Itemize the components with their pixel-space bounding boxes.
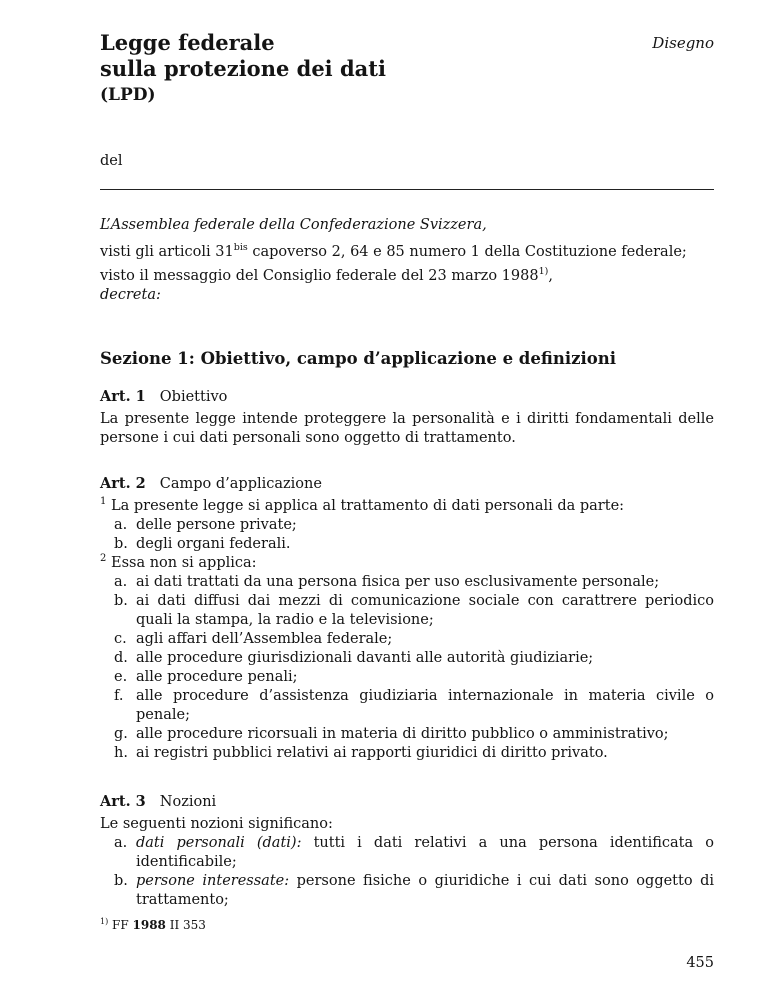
list-letter: c. (114, 631, 127, 647)
footnote-text-a: FF (108, 918, 133, 932)
list-text: ai registri pubblici relativi ai rapporti giuridici di diritto privato. (136, 745, 608, 761)
article-2-title: Campo d’applicazione (159, 476, 322, 492)
article-2-para1-list (100, 516, 714, 554)
preamble-line1-b: capoverso 2, 64 e 85 numero 1 della Costituzione federale; (247, 243, 687, 260)
list-text: ai dati trattati da una persona fisica per uso esclusivamente personale; (136, 574, 660, 590)
law-title-line1: Legge federale (100, 30, 275, 55)
article-2-heading (100, 474, 714, 494)
footnote-text-b: II 353 (165, 918, 206, 932)
list-item (100, 592, 714, 630)
para-number: 2 (100, 553, 107, 565)
preamble-decree: decreta: (100, 286, 161, 303)
list-letter: b. (114, 593, 128, 609)
article-2 (100, 474, 714, 763)
article-2-para1 (100, 497, 714, 516)
list-letter: f. (114, 688, 124, 704)
article-1-heading (100, 387, 714, 407)
list-letter: g. (114, 726, 128, 742)
article-3-heading (100, 792, 714, 812)
article-2-para1-text: La presente legge si applica al trattamento di dati personali da parte: (110, 498, 625, 514)
para-number: 1 (100, 496, 107, 508)
list-item (100, 872, 714, 910)
definition-term: dati personali (dati): (136, 835, 302, 851)
definition-term: persone interessate: (136, 873, 290, 889)
draft-label: Disegno (652, 34, 714, 52)
list-item (100, 630, 714, 649)
list-text: delle persone private; (136, 517, 297, 533)
list-item (100, 649, 714, 668)
list-item (100, 516, 714, 535)
list-letter: a. (114, 574, 128, 590)
list-letter: e. (114, 669, 128, 685)
preamble-line1-sup: bis (233, 242, 248, 253)
list-letter: d. (114, 650, 128, 666)
preamble-assembly: L’Assemblea federale della Confederazione Svizzera, (100, 217, 487, 233)
article-3-intro: Le seguenti nozioni significano: (100, 816, 333, 832)
header-divider (100, 189, 714, 190)
list-item (100, 834, 714, 872)
article-3-list (100, 834, 714, 910)
article-1-number: Art. 1 (100, 388, 146, 405)
law-title (100, 30, 714, 108)
article-2-para2-text: Essa non si applica: (110, 555, 257, 571)
preamble-line2-a: visto il messaggio del Consiglio federale del 23 marzo 1988 (100, 267, 539, 284)
definition-text: persone fisiche o giuridiche i cui dati sono oggetto di trattamento; (136, 873, 714, 908)
definition-text: tutti i dati relativi a una persona identificata o identificabile; (136, 835, 714, 870)
law-title-line2: sulla protezione dei dati (100, 56, 386, 81)
article-3-number: Art. 3 (100, 793, 146, 810)
section-heading: Sezione 1: Obiettivo, campo d’applicazione e definizioni (100, 349, 617, 368)
list-item (100, 725, 714, 744)
list-item (100, 573, 714, 592)
footnote (100, 917, 206, 932)
article-2-para2 (100, 554, 714, 573)
article-2-number: Art. 2 (100, 475, 146, 492)
article-1-text: La presente legge intende proteggere la personalità e i diritti fondamentali delle persone i cui dati personali sono oggetto di trattamento. (100, 411, 714, 446)
article-3 (100, 792, 714, 910)
preamble-line2-b: , (548, 267, 553, 284)
list-letter: h. (114, 745, 128, 761)
list-letter: b. (114, 873, 128, 889)
preamble (100, 216, 714, 305)
list-text: alle procedure penali; (136, 669, 298, 685)
list-item (100, 687, 714, 725)
preamble-line1 (100, 238, 714, 262)
footnote-year: 1988 (132, 918, 166, 932)
list-item (100, 744, 714, 763)
list-text: degli organi federali. (136, 536, 291, 552)
list-letter: a. (114, 517, 128, 533)
law-abbreviation: (LPD) (100, 85, 156, 105)
list-text: alle procedure ricorsuali in materia di diritto pubblico o amministrativo; (136, 726, 669, 742)
date-placeholder: del (100, 153, 123, 169)
article-3-title: Nozioni (159, 794, 217, 810)
footnote-ref[interactable]: 1) (538, 265, 549, 277)
article-2-para2-list (100, 573, 714, 763)
list-letter: b. (114, 536, 128, 552)
article-1 (100, 387, 714, 448)
list-text: agli affari dell’Assemblea federale; (136, 631, 393, 647)
footnote-mark: 1) (100, 917, 109, 926)
article-1-title: Obiettivo (159, 389, 228, 405)
list-text: ai dati diffusi dai mezzi di comunicazione sociale con carattrere periodico quali la stampa, la radio e la televisione; (136, 593, 714, 628)
list-item (100, 668, 714, 687)
list-letter: a. (114, 835, 128, 851)
page-number: 455 (686, 955, 714, 971)
list-item (100, 535, 714, 554)
list-text: alle procedure d’assistenza giudiziaria internazionale in materia civile o penale; (136, 688, 714, 723)
preamble-line1-a: visti gli articoli 31 (100, 243, 234, 260)
preamble-line2 (100, 262, 714, 286)
list-text: alle procedure giurisdizionali davanti alle autorità giudiziarie; (136, 650, 594, 666)
